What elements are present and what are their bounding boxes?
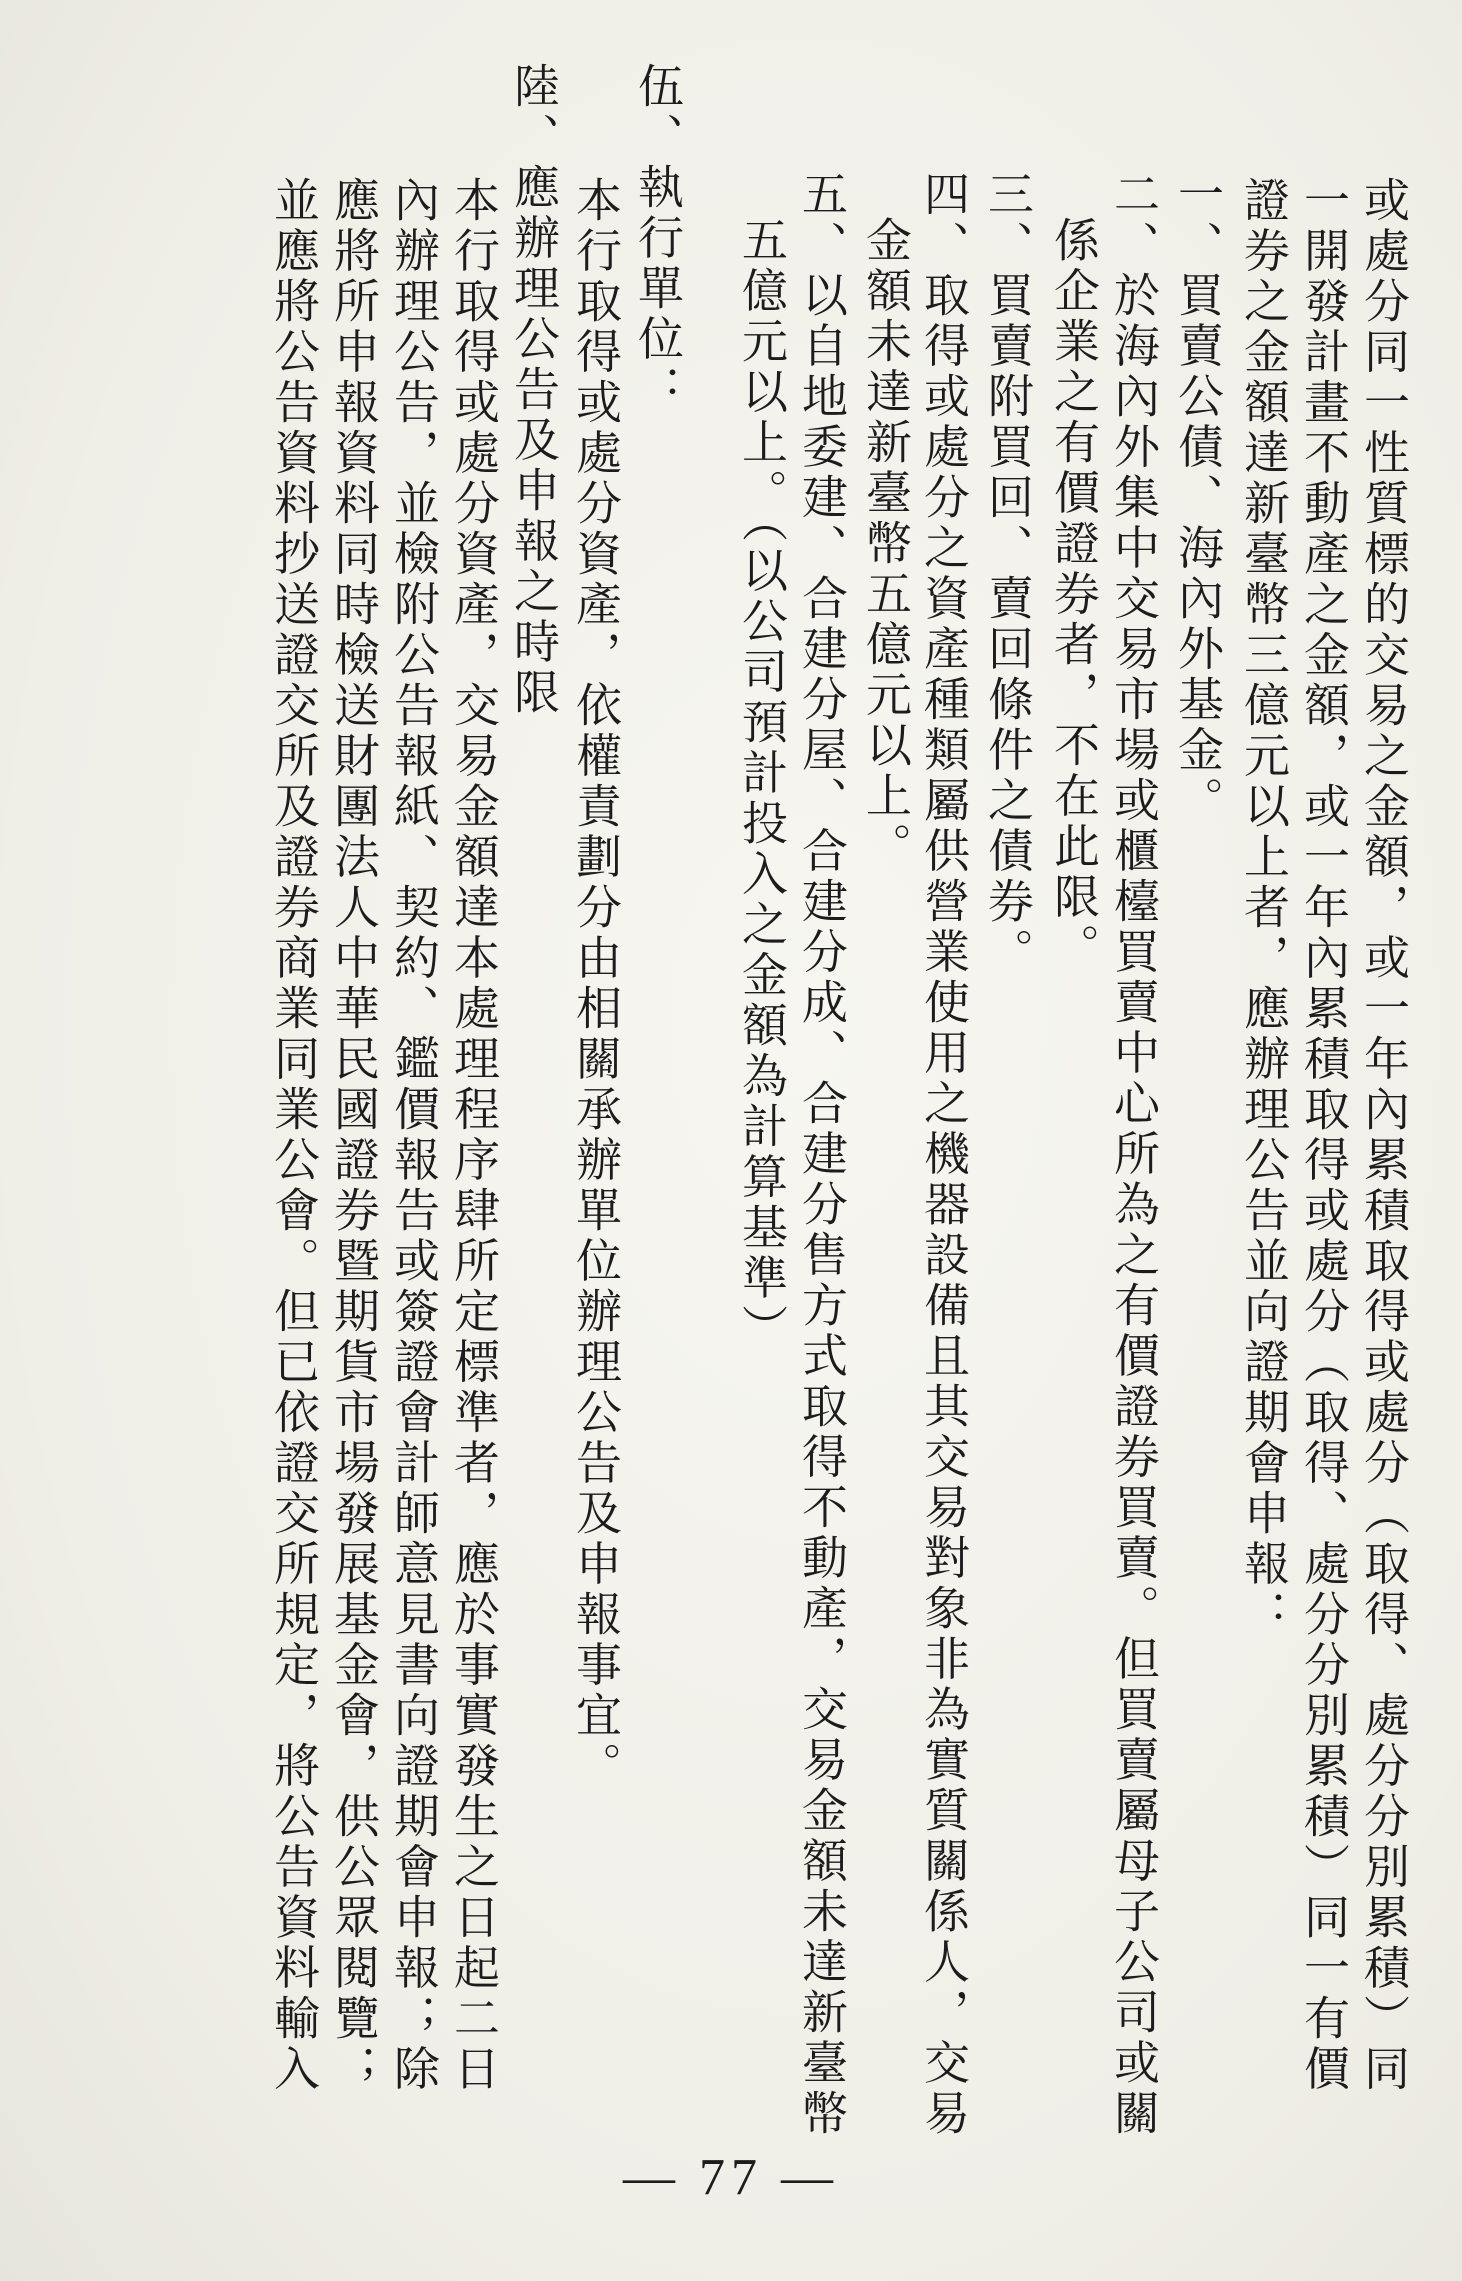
text-column-18: 並應將公告資料抄送證交所及證券商業同業公會。但已依證交所規定，將公告資料輸入 [267,176,321,2095]
text-column-7: 三、買賣附買回、賣回條件之債券。 [981,170,1035,978]
page-number [0,2148,1462,2207]
text-column-9: 金額未達新臺幣五億元以上。 [859,216,913,873]
page-number-dash-right: — [781,2149,839,2206]
section-heading-liu: 陸、應辦理公告及申報之時限 [507,62,561,719]
text-column-13: 本行取得或處分資產，依權責劃分由相關承辦單位辦理公告及申報事宜。 [569,176,623,1792]
text-column-5: 二、於海內外集中交易市場或櫃檯買賣中心所為之有價證券買賣。但買賣屬母子公司或關 [1107,170,1161,2140]
text-column-11: 五億元以上。（以公司預計投入之金額為計算基準） [735,216,789,1355]
text-column-2: 一開發計畫不動產之金額，或一年內累積取得或處分（取得、處分分別累積）同一有價 [1297,176,1351,2095]
page-number-dash-left: — [623,2149,681,2206]
text-column-16: 內辦理公告，並檢附公告報紙、契約、鑑價報告或簽證會計師意見書向證期會申報；除 [387,176,441,2095]
text-column-15: 本行取得或處分資產，交易金額達本處理程序肆所定標準者，應於事實發生之日起二日 [447,176,501,2095]
section-heading-wu: 伍、執行單位： [631,62,685,416]
text-column-1: 或處分同一性質標的交易之金額，或一年內累積取得或處分（取得、處分分別累積）同 [1357,176,1411,2095]
text-column-3: 證券之金額達新臺幣三億元以上者，應辦理公告並向證期會申報： [1237,176,1291,1641]
text-column-4: 一、買賣公債、海內外基金。 [1171,170,1225,827]
text-column-8: 四、取得或處分之資產種類屬供營業使用之機器設備且其交易對象非為實質關係人，交易 [917,170,971,2140]
text-column-6: 係企業之有價證券者，不在此限。 [1047,216,1101,974]
text-column-10: 五、以自地委建、合建分屋、合建分成、合建分售方式取得不動產，交易金額未達新臺幣 [795,170,849,2140]
page-number-value: 77 [699,2149,763,2206]
text-column-17: 應將所申報資料同時檢送財團法人中華民國證券暨期貨市場發展基金會，供公眾閱覽； [327,176,381,2095]
